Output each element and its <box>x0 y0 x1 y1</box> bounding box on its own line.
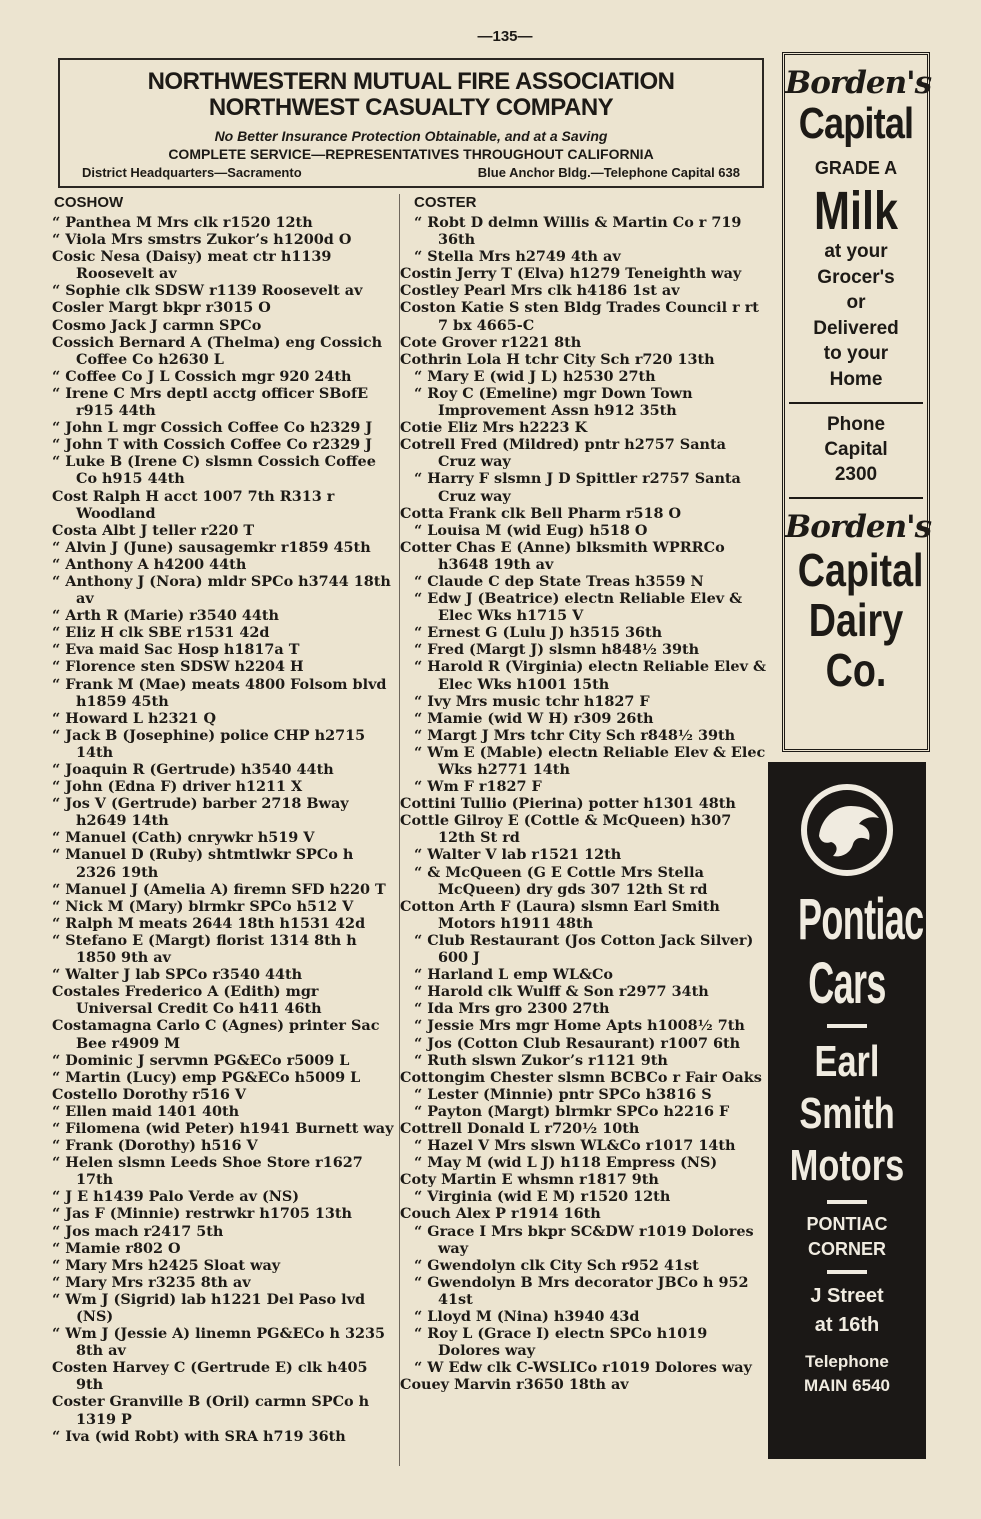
banner-hq: District Headquarters—Sacramento <box>82 165 302 180</box>
directory-entry: Costa Albt J teller r220 T <box>52 521 255 539</box>
left-entries <box>38 214 398 1445</box>
directory-entry: Cottini Tullio (Pierina) potter h1301 48th <box>400 795 736 813</box>
directory-entry: “ Club Restaurant (Jos Cotton Jack Silver) 600 J <box>414 931 754 967</box>
directory-entry: “ Mary Mrs h2425 Sloat way <box>52 1256 281 1274</box>
directory-entry: “ Lloyd M (Nina) h3940 43d <box>414 1308 640 1325</box>
directory-entry: “ Viola Mrs smstrs Zukor’s h1200d O <box>52 231 352 249</box>
directory-column-middle <box>400 194 768 1393</box>
directory-entry: “ Robt D delmn Willis & Martin Co r 719 36th <box>414 214 742 249</box>
bordens-logo-2: Borden's <box>785 509 932 545</box>
pontiac-word: Pontiac <box>798 887 924 952</box>
directory-entry: “ Luke B (Irene C) slsmn Cossich Coffee Co h915 44th <box>52 453 376 488</box>
directory-entry: “ Harold R (Virginia) electn Reliable Elev & Elec Wks h1001 15th <box>414 658 766 693</box>
directory-entry: “ John L mgr Cossich Coffee Co h2329 J <box>52 419 373 437</box>
directory-entry: Cotter Chas E (Anne) blksmith WPRRCo h3648 19th av <box>400 538 725 573</box>
directory-entry: “ Jos (Cotton Club Resaurant) r1007 6th <box>414 1034 741 1052</box>
directory-entry: “ Joaquin R (Gertrude) h3540 44th <box>52 761 334 778</box>
bordens-capital-2: Capital <box>797 544 924 596</box>
directory-entry: Cotie Eliz Mrs h2223 K <box>400 419 588 437</box>
directory-entry: Cottle Gilroy E (Cottle & McQueen) h307 12th St rd <box>400 812 732 847</box>
directory-entry: Costen Harvey C (Gertrude E) clk h405 9th <box>52 1359 368 1394</box>
directory-entry: “ Virginia (wid E M) r1520 12th <box>414 1188 671 1206</box>
directory-entry: “ Ivy Mrs music tchr h1827 F <box>414 692 650 710</box>
directory-entry: Cote Grover r1221 8th <box>400 333 582 351</box>
pontiac-corner-2: CORNER <box>807 1239 886 1259</box>
directory-entry: “ Manuel J (Amelia A) firemn SFD h220 T <box>52 880 386 898</box>
directory-entry: “ John T with Cossich Coffee Co r2329 J <box>52 436 372 454</box>
bordens-phone-number: 2300 <box>834 464 878 485</box>
bordens-dairy: Dairy <box>808 594 904 646</box>
directory-entry: “ Anthony J (Nora) mldr SPCo h3744 18th av <box>52 572 391 608</box>
directory-entry: Cothrin Lola H tchr City Sch r720 13th <box>400 350 715 368</box>
pontiac-dash-1 <box>827 1024 867 1028</box>
banner-line-4: COMPLETE SERVICE—REPRESENTATIVES THROUGHOUT CALIFORNIA <box>168 146 654 162</box>
directory-entry: “ Harry F slsmn J D Spittler r2757 Santa Cruz way <box>414 470 741 505</box>
directory-entry: Couch Alex P r1914 16th <box>400 1205 601 1223</box>
cars-word: Cars <box>808 951 886 1016</box>
directory-entry: “ Dominic J servmn PG&ECo r5009 L <box>52 1051 350 1069</box>
directory-entry: Cosler Margt bkpr r3015 O <box>52 299 271 317</box>
directory-entry: “ Roy L (Grace I) electn SPCo h1019 Dolores way <box>414 1325 708 1360</box>
directory-entry: “ Walter J lab SPCo r3540 44th <box>52 966 303 984</box>
directory-entry: “ Harold clk Wulff & Son r2977 34th <box>414 983 709 1001</box>
directory-entry: “ Mamie (wid W H) r309 26th <box>414 709 654 727</box>
directory-entry: “ Jos V (Gertrude) barber 2718 Bway h2649 14th <box>52 795 349 830</box>
directory-entry: “ Wm F r1827 F <box>414 778 542 796</box>
pontiac-ad <box>768 762 926 1459</box>
directory-entry: “ Arth R (Marie) r3540 44th <box>52 607 279 625</box>
directory-entry: “ Martin (Lucy) emp PG&ECo h5009 L <box>52 1068 361 1086</box>
directory-entry: “ Iva (wid Robt) with SRA h719 36th <box>52 1427 346 1445</box>
column-header-middle: COSTER <box>414 194 477 211</box>
bordens-divider-2 <box>789 497 923 499</box>
insurance-banner-ad <box>58 58 764 188</box>
pontiac-corner-1: PONTIAC <box>806 1214 888 1234</box>
smith-word: Smith <box>799 1089 895 1138</box>
telephone-number: MAIN 6540 <box>804 1376 890 1395</box>
banner-address: Blue Anchor Bldg.—Telephone Capital 638 <box>477 165 740 180</box>
directory-entry: “ May M (wid L J) h118 Empress (NS) <box>414 1154 718 1172</box>
directory-entry: Coty Martin E whsmn r1817 9th <box>400 1171 659 1189</box>
directory-entry: “ Nick M (Mary) blrmkr SPCo h512 V <box>52 897 354 915</box>
directory-entry: “ Wm J (Sigrid) lab h1221 Del Paso lvd (NS) <box>52 1290 366 1325</box>
directory-entry: “ Wm J (Jessie A) linemn PG&ECo h 3235 8th av <box>52 1325 386 1360</box>
directory-entry: “ Hazel V Mrs slswn WL&Co r1017 14th <box>414 1137 736 1155</box>
directory-entry: “ Sophie clk SDSW r1139 Roosevelt av <box>52 282 363 300</box>
directory-entry: “ Ralph M meats 2644 18th h1531 42d <box>52 914 366 932</box>
directory-entry: “ Stella Mrs h2749 4th av <box>414 248 621 266</box>
street-line-2: at 16th <box>814 1314 880 1336</box>
banner-line-5 <box>60 163 762 183</box>
directory-entry: Cosic Nesa (Daisy) meat ctr h1139 Roosevelt av <box>52 248 332 283</box>
directory-entry: “ John (Edna F) driver h1211 X <box>52 778 303 796</box>
bordens-capital-1: Capital <box>798 99 914 148</box>
directory-entry: “ Filomena (wid Peter) h1941 Burnett way <box>52 1119 394 1137</box>
directory-entry: “ & McQueen (G E Cottle Mrs Stella McQueen) dry gds 307 12th St rd <box>414 863 708 898</box>
directory-entry: “ Walter V lab r1521 12th <box>414 846 622 864</box>
directory-entry: Costin Jerry T (Elva) h1279 Teneighth way <box>400 265 742 283</box>
directory-entry: “ Howard L h2321 Q <box>52 709 217 727</box>
directory-entry: “ Mary E (wid J L) h2530 27th <box>414 367 656 385</box>
directory-entry: “ Mamie r802 O <box>52 1239 181 1257</box>
pontiac-dash-2 <box>827 1200 867 1204</box>
directory-entry: “ Jessie Mrs mgr Home Apts h1008½ 7th <box>414 1017 745 1035</box>
directory-entry: “ Margt J Mrs tchr City Sch r848½ 39th <box>414 726 736 744</box>
directory-entry: Costley Pearl Mrs clk h4186 1st av <box>400 282 680 300</box>
bordens-line-6: Home <box>829 368 883 390</box>
directory-entry: “ Panthea M Mrs clk r1520 12th <box>52 214 313 231</box>
pontiac-indian-head-icon <box>801 784 893 876</box>
column-header-left: COSHOW <box>54 194 124 211</box>
bordens-line-4: Delivered <box>813 317 899 339</box>
pontiac-dash-3 <box>827 1270 867 1274</box>
bordens-line-3: or <box>846 292 866 313</box>
directory-entry: “ Roy C (Emeline) mgr Down Town Improvement Assn h912 35th <box>414 384 693 420</box>
directory-entry: “ Florence sten SDSW h2204 H <box>52 658 304 676</box>
page-number: —135— <box>477 28 533 45</box>
directory-entry: Cost Ralph H acct 1007 7th R313 r Woodland <box>52 487 335 522</box>
directory-entry: “ Manuel (Cath) cnrywkr h519 V <box>52 829 315 847</box>
bordens-logo: Borden's <box>785 65 932 101</box>
earl-word: Earl <box>814 1037 880 1086</box>
directory-entry: “ Wm E (Mable) electn Reliable Elev & Elec Wks h2771 14th <box>414 743 766 778</box>
directory-entry: Costamagna Carlo C (Agnes) printer Sac Bee r4909 M <box>52 1017 380 1052</box>
directory-entry: “ Claude C dep State Treas h3559 N <box>414 572 704 590</box>
bordens-line-2: Grocer's <box>817 266 895 288</box>
banner-line-2: NORTHWEST CASUALTY COMPANY <box>208 94 614 121</box>
directory-entry: Cotta Frank clk Bell Pharm r518 O <box>400 504 682 522</box>
bordens-milk: Milk <box>813 181 899 241</box>
directory-entry: “ Ernest G (Lulu J) h3515 36th <box>414 624 663 642</box>
directory-entry: “ Alvin J (June) sausagemkr r1859 45th <box>52 538 371 556</box>
directory-entry: Costello Dorothy r516 V <box>52 1085 247 1103</box>
directory-entry: Cottongim Chester slsmn BCBCo r Fair Oaks <box>400 1068 762 1086</box>
bordens-co: Co. <box>825 644 887 696</box>
banner-line-1: NORTHWESTERN MUTUAL FIRE ASSOCIATION <box>147 68 675 95</box>
directory-entry: “ Eliz H clk SBE r1531 42d <box>52 624 270 642</box>
directory-entry: “ Frank M (Mae) meats 4800 Folsom blvd h1859 45th <box>52 675 387 710</box>
bordens-divider-1 <box>789 402 923 404</box>
bordens-phone-label: Phone <box>826 414 886 435</box>
directory-entry: “ Jos mach r2417 5th <box>52 1222 224 1240</box>
bordens-grade: GRADE A <box>814 158 898 178</box>
directory-entry: Cotton Arth F (Laura) slsmn Earl Smith Motors h1911 48th <box>400 897 720 932</box>
directory-entry: “ J E h1439 Palo Verde av (NS) <box>52 1188 300 1206</box>
directory-entry: “ Ruth slswn Zukor’s r1121 9th <box>414 1051 668 1069</box>
directory-entry: “ Coffee Co J L Cossich mgr 920 24th <box>52 367 352 385</box>
street-line-1: J Street <box>810 1285 884 1307</box>
directory-entry: “ Edw J (Beatrice) electn Reliable Elev & Elec Wks h1715 V <box>414 590 743 625</box>
directory-entry: “ Gwendolyn B Mrs decorator JBCo h 952 41st <box>414 1273 749 1308</box>
middle-entries <box>400 214 768 1393</box>
directory-entry: Coster Granville B (Oril) carmn SPCo h 1319 P <box>52 1393 370 1428</box>
directory-entry: “ Lester (Minnie) pntr SPCo h3816 S <box>414 1085 712 1103</box>
directory-entry: Cottrell Donald L r720½ 10th <box>400 1119 640 1137</box>
directory-entry: “ Fred (Margt J) slsmn h848½ 39th <box>414 641 700 659</box>
directory-entry: “ Manuel D (Ruby) shtmtlwkr SPCo h 2326 19th <box>52 846 354 881</box>
directory-entry: “ W Edw clk C-WSLICo r1019 Dolores way <box>414 1359 752 1377</box>
directory-entry: “ Anthony A h4200 44th <box>52 555 247 573</box>
directory-entry: “ Ellen maid 1401 40th <box>52 1102 240 1120</box>
bordens-line-1: at your <box>824 241 888 262</box>
directory-entry: “ Helen slsmn Leeds Shoe Store r1627 17th <box>52 1154 363 1189</box>
directory-entry: “ Mary Mrs r3235 8th av <box>52 1273 251 1291</box>
directory-entry: “ Louisa M (wid Eug) h518 O <box>414 521 648 539</box>
directory-entry: “ Harland L emp WL&Co <box>414 966 614 984</box>
bordens-line-5: to your <box>823 343 889 364</box>
bordens-phone-exchange: Capital <box>824 439 888 460</box>
directory-entry: Cosmo Jack J carmn SPCo <box>52 316 262 334</box>
motors-word: Motors <box>789 1141 905 1190</box>
directory-entry: “ Eva maid Sac Hosp h1817a T <box>52 641 300 659</box>
directory-entry: Costales Frederico A (Edith) mgr Universal Credit Co h411 46th <box>52 983 322 1018</box>
directory-entry: Couey Marvin r3650 18th av <box>400 1376 629 1394</box>
directory-entry: Cossich Bernard A (Thelma) eng Cossich Coffee Co h2630 L <box>52 333 383 368</box>
directory-entry: “ Jas F (Minnie) restrwkr h1705 13th <box>52 1205 353 1223</box>
directory-entry: “ Frank (Dorothy) h516 V <box>52 1137 258 1155</box>
directory-entry: “ Ida Mrs gro 2300 27th <box>414 1000 610 1018</box>
banner-line-3: No Better Insurance Protection Obtainable, and at a Saving <box>214 128 608 144</box>
telephone-label: Telephone <box>805 1352 889 1371</box>
directory-entry: “ Stefano E (Margt) florist 1314 8th h 1850 9th av <box>52 931 357 967</box>
directory-entry: “ Irene C Mrs deptl acctg officer SBofE r915 44th <box>52 384 369 420</box>
bordens-ad <box>782 52 930 752</box>
directory-entry: “ Payton (Margt) blrmkr SPCo h2216 F <box>414 1102 730 1120</box>
directory-entry: Coston Katie S sten Bldg Trades Council r rt 7 bx 4665-C <box>400 299 759 334</box>
directory-column-left <box>38 194 398 1445</box>
directory-entry: Cotrell Fred (Mildred) pntr h2757 Santa Cruz way <box>400 436 726 471</box>
directory-entry: “ Gwendolyn clk City Sch r952 41st <box>414 1256 699 1274</box>
directory-entry: “ Jack B (Josephine) police CHP h2715 14th <box>52 726 366 761</box>
directory-entry: “ Grace I Mrs bkpr SC&DW r1019 Dolores way <box>414 1222 754 1257</box>
